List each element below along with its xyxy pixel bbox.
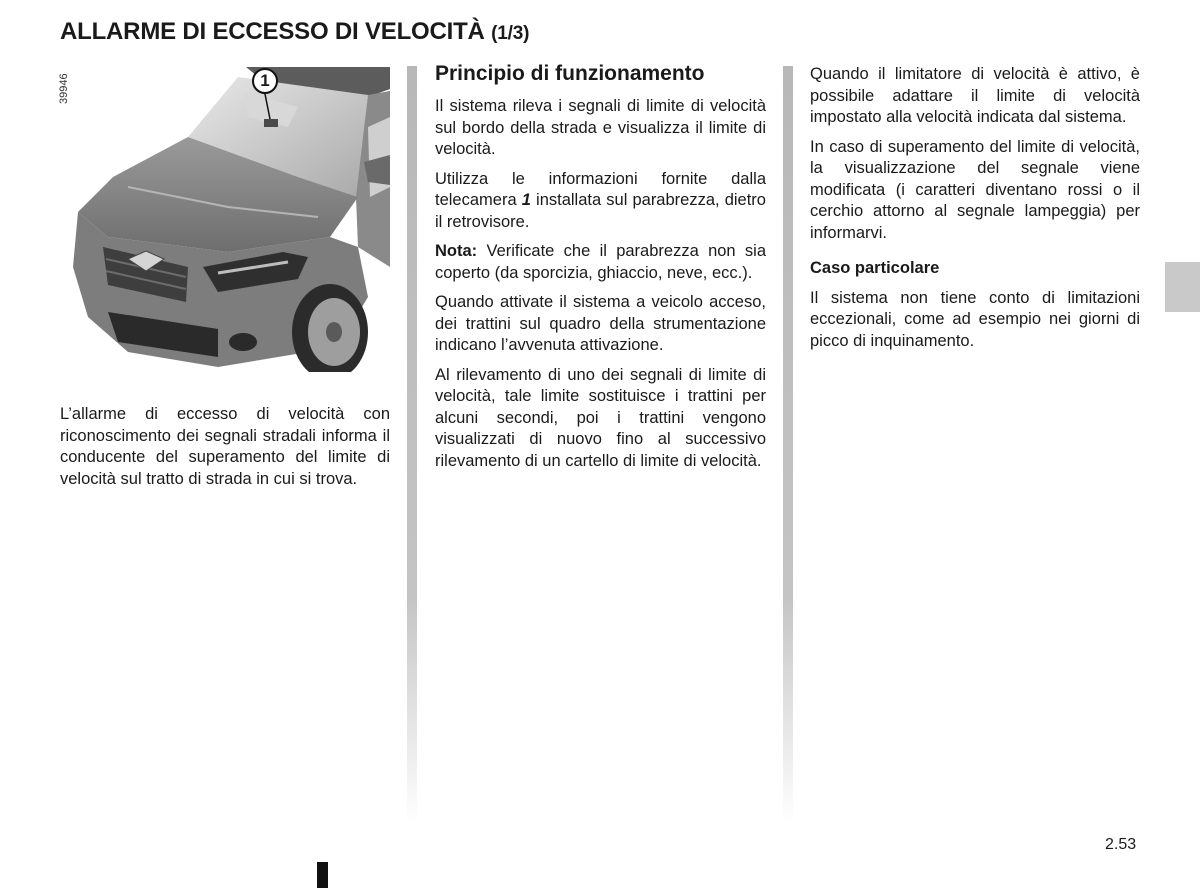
paragraph: Quando attivate il sistema a veicolo acceso, dei trattini sul quadro della strumentazione indicano l’avvenuta attivazione. <box>435 293 766 354</box>
figure-caption: L’allarme di eccesso di velocità con riconoscimento dei segnali stradali informa il conducente del superamento del limite di velocità sul tratto di strada in cui si trova. <box>60 405 390 488</box>
page-part-indicator: (1/3) <box>491 23 530 44</box>
note-paragraph <box>435 241 766 284</box>
note-label: Nota: <box>435 242 478 260</box>
text-span: installata sul parabrezza, dietro il retrovisore. <box>435 191 766 231</box>
print-mark <box>317 862 328 888</box>
figure-id: 39946 <box>58 73 70 104</box>
column-divider-right <box>783 66 793 824</box>
page-title-text: ALLARME DI ECCESSO DI VELOCITÀ <box>60 18 485 45</box>
paragraph: Quando il limitatore di velocità è attivo, è possibile adattare il limite di velocità impostato alla velocità indicata dal sistema. <box>810 65 1140 126</box>
paragraph: In caso di superamento del limite di velocità, la visualizzazione del segnale viene modificata (i caratteri diventano rossi o il cerchio attorno al segnale lampeggia) per informarvi. <box>810 137 1140 242</box>
section-heading: Principio di funzionamento <box>435 62 705 85</box>
note-text: Verificate che il parabrezza non sia coperto (da sporcizia, ghiaccio, neve, ecc.). <box>435 242 766 282</box>
paragraph: Il sistema non tiene conto di limitazioni eccezionali, come ad esempio nei giorni di picco di inquinamento. <box>810 288 1140 350</box>
paragraph: Il sistema rileva i segnali di limite di velocità sul bordo della strada e visualizza il limite di velocità. <box>435 97 766 158</box>
paragraph-camera <box>435 169 766 234</box>
callout-1: 1 <box>252 68 278 94</box>
text-span: Utilizza le informazioni fornite dalla telecamera <box>435 169 766 209</box>
column-divider-left <box>407 66 417 824</box>
camera-reference: 1 <box>521 191 531 209</box>
section-body <box>435 96 766 480</box>
paragraph: Al rilevamento di uno dei segnali di limite di velocità, tale limite sostituisce i trattini per alcuni secondi, poi i trattini vengono visualizzati di nuovo fino al successivo rilevamento di un cartello di limite di velocità. <box>435 365 766 470</box>
subheading: Caso particolare <box>810 259 940 277</box>
page-number: 2.53 <box>1105 836 1137 853</box>
page-title <box>60 18 529 46</box>
car-illustration <box>68 67 390 372</box>
right-column <box>810 64 1140 360</box>
chapter-tab <box>1165 262 1200 312</box>
